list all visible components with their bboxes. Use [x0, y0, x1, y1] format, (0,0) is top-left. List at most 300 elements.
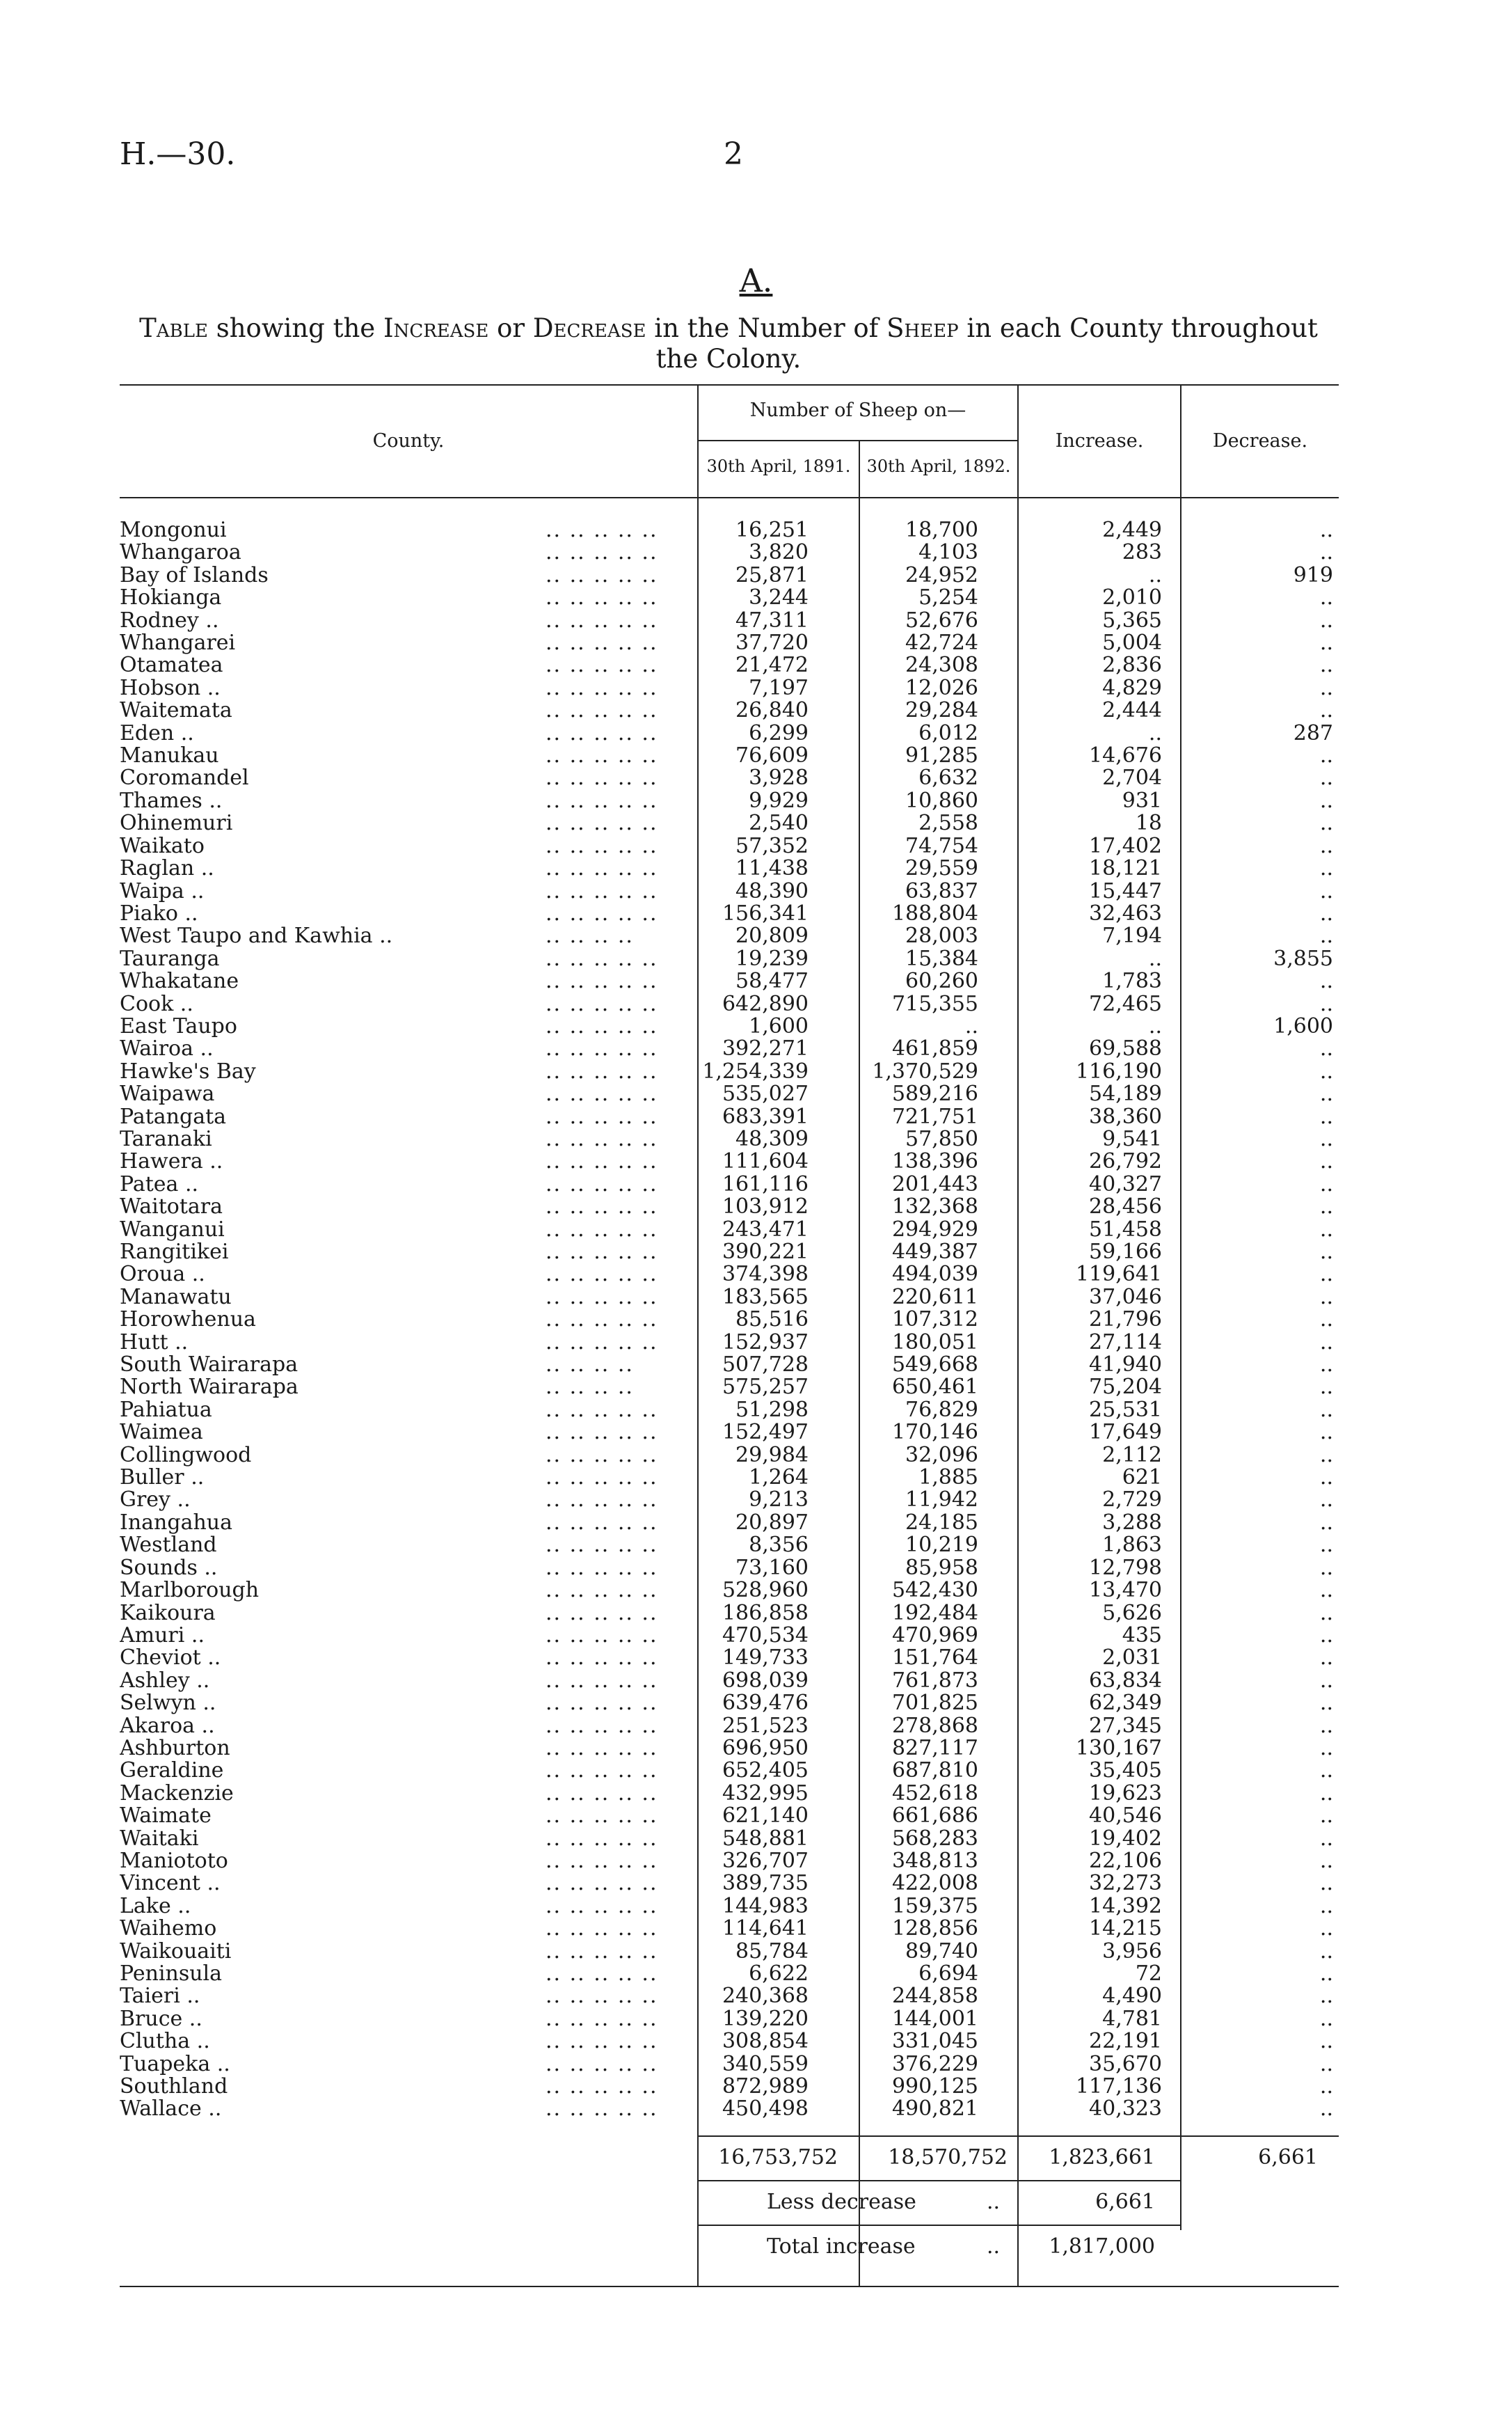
table-row [120, 1016, 1350, 1038]
county-name: Bruce .. [120, 2007, 202, 2031]
county-name: South Wairarapa [120, 1354, 299, 1377]
county-cell [120, 1918, 701, 1940]
sheep-1892-cell: 10,860 [905, 789, 978, 813]
increase-cell: 4,829 [1102, 677, 1162, 700]
table-row [120, 925, 1350, 947]
sheep-1891-cell: 114,641 [722, 1918, 809, 1941]
decrease-cell: .. [1319, 1940, 1333, 1963]
sheep-1892-cell: 549,668 [891, 1354, 978, 1377]
county-cell [120, 1534, 701, 1556]
county-cell [120, 1399, 701, 1421]
county-cell [120, 1444, 701, 1467]
leader-dots: .. .. .. .. .. [546, 1760, 658, 1783]
county-cell [120, 1467, 701, 1489]
sheep-1891-cell: 872,989 [722, 2076, 809, 2099]
leader-dots: .. .. .. .. .. [546, 1038, 658, 1061]
decrease-cell: .. [1319, 1918, 1333, 1941]
sheep-1892-cell: 60,260 [905, 970, 978, 993]
county-name: Waitemata [120, 700, 232, 722]
leader-dots: .. .. .. .. [546, 1354, 634, 1377]
sheep-1891-cell: 642,890 [722, 993, 809, 1016]
increase-cell: 22,191 [1089, 2030, 1162, 2053]
table-row [120, 880, 1350, 903]
county-name: Grey .. [120, 1489, 191, 1512]
sheep-1892-cell: 294,929 [891, 1218, 978, 1241]
decrease-cell: .. [1319, 632, 1333, 655]
sheep-1892-cell: 589,216 [891, 1083, 978, 1106]
title-text-or: or [497, 313, 525, 343]
table-row [120, 1106, 1350, 1128]
title-word-sheep: Sheep [886, 313, 959, 343]
sheep-1892-cell: 15,384 [905, 947, 978, 971]
county-name: Maniototo [120, 1849, 228, 1873]
leader-dots: .. .. .. .. .. [546, 609, 658, 633]
table-row [120, 1557, 1350, 1579]
county-name: Waipa .. [120, 880, 205, 903]
leader-dots: .. .. .. .. .. [546, 1895, 658, 1918]
leader-dots: .. .. .. .. .. [546, 767, 658, 790]
county-name: Waimea [120, 1421, 203, 1444]
increase-cell: 2,449 [1102, 519, 1162, 542]
leader-dots: .. .. .. .. .. [546, 1083, 658, 1106]
decrease-cell: .. [1319, 1489, 1333, 1512]
leader-dots: .. .. .. .. .. [546, 1579, 658, 1602]
increase-cell: 75,204 [1089, 1376, 1162, 1399]
increase-cell: 28,456 [1089, 1196, 1162, 1219]
increase-cell: 25,531 [1089, 1398, 1162, 1422]
sheep-1891-cell: 470,534 [722, 1624, 809, 1648]
col-header-increase: Increase. [1055, 430, 1144, 452]
col-header-1892: 30th April, 1892. [866, 457, 1011, 476]
county-name: Patea .. [120, 1173, 199, 1196]
county-name: Cheviot .. [120, 1647, 221, 1670]
leader-dots: .. .. .. .. .. [546, 789, 658, 813]
increase-cell: .. [1148, 1015, 1162, 1038]
decrease-cell: .. [1319, 835, 1333, 858]
table-row [120, 1647, 1350, 1669]
decrease-cell: .. [1319, 880, 1333, 903]
sheep-1891-cell: 58,477 [735, 970, 809, 993]
county-cell [120, 1872, 701, 1895]
sheep-1892-cell: 24,952 [905, 564, 978, 587]
county-name: Geraldine [120, 1760, 224, 1783]
leader-dots: .. .. .. .. .. [546, 722, 658, 745]
decrease-cell: 3,855 [1273, 947, 1333, 971]
leader-dots: .. .. .. .. .. [546, 542, 658, 564]
table-row [120, 1918, 1350, 1940]
sheep-1891-cell: 152,497 [722, 1421, 809, 1444]
county-name: Whangarei [120, 632, 236, 655]
leader-dots: .. .. .. .. .. [546, 1602, 658, 1625]
county-name: Mackenzie [120, 1782, 234, 1806]
county-name: Collingwood [120, 1444, 252, 1467]
county-name: Waihemo [120, 1918, 217, 1941]
decrease-cell: .. [1319, 1286, 1333, 1309]
increase-cell: .. [1148, 947, 1162, 971]
county-cell [120, 1805, 701, 1827]
sheep-1891-cell: 575,257 [722, 1376, 809, 1399]
decrease-cell: .. [1319, 812, 1333, 835]
county-cell [120, 948, 701, 970]
leader-dots: .. .. .. .. .. [546, 1556, 658, 1580]
table-row [120, 858, 1350, 880]
county-cell [120, 1151, 701, 1173]
sheep-1891-cell: 548,881 [722, 1827, 809, 1850]
leader-dots: .. .. .. .. .. [546, 1940, 658, 1963]
county-name: Sounds .. [120, 1556, 218, 1580]
sheep-1892-cell: 159,375 [891, 1895, 978, 1918]
sheep-1892-cell: 138,396 [891, 1151, 978, 1174]
increase-cell: 116,190 [1075, 1060, 1162, 1084]
title-word-decrease: Decrease [532, 313, 646, 343]
leader-dots: .. .. .. .. .. [546, 1849, 658, 1873]
leader-dots: .. .. .. .. .. [546, 1196, 658, 1219]
leader-dots: .. .. .. .. .. [546, 1827, 658, 1850]
county-cell [120, 790, 701, 812]
county-name: West Taupo and Kawhia .. [120, 925, 393, 948]
table-row [120, 1151, 1350, 1173]
table-row [120, 1196, 1350, 1218]
leader-dots: .. .. .. .. .. [546, 632, 658, 655]
sheep-1892-cell: 201,443 [891, 1173, 978, 1196]
decrease-cell: .. [1319, 1692, 1333, 1715]
sheep-1892-cell: 220,611 [891, 1286, 978, 1309]
col-header-number-of-sheep: Number of Sheep on— [749, 400, 966, 421]
county-cell [120, 1941, 701, 1963]
county-name: Wairoa .. [120, 1038, 214, 1061]
county-cell [120, 1737, 701, 1760]
table-row [120, 835, 1350, 858]
table-row [120, 1737, 1350, 1760]
sheep-1892-cell: 57,850 [905, 1128, 978, 1151]
sheep-1891-cell: 152,937 [722, 1331, 809, 1354]
leader-dots: .. .. .. .. .. [546, 1286, 658, 1309]
leader-dots: .. .. .. .. .. [546, 2053, 658, 2076]
sheep-1892-cell: 376,229 [891, 2053, 978, 2076]
increase-cell: 14,676 [1089, 745, 1162, 768]
sheep-1891-cell: 6,622 [749, 1963, 809, 1986]
county-name: Wanganui [120, 1218, 225, 1241]
decrease-cell: 1,600 [1273, 1015, 1333, 1038]
sheep-1892-cell: 144,001 [891, 2007, 978, 2031]
county-cell [120, 1128, 701, 1151]
table-row [120, 1963, 1350, 1985]
sheep-1892-cell: 91,285 [905, 745, 978, 768]
increase-cell: 117,136 [1075, 2076, 1162, 2099]
total-increase-label: Total increase [767, 2234, 916, 2259]
table-row [120, 700, 1350, 722]
county-name: Piako .. [120, 902, 198, 926]
sheep-1891-cell: 696,950 [722, 1737, 809, 1760]
leader-dots: .. .. .. .. .. [546, 564, 658, 587]
decrease-cell: .. [1319, 1849, 1333, 1873]
county-cell [120, 587, 701, 609]
totals-rule [697, 2135, 1339, 2137]
table-row [120, 1421, 1350, 1444]
county-cell [120, 610, 701, 632]
decrease-cell: .. [1319, 1105, 1333, 1128]
increase-cell: 26,792 [1089, 1151, 1162, 1174]
summary-rule-2 [697, 2225, 1180, 2226]
table-row [120, 1715, 1350, 1737]
table-row [120, 1467, 1350, 1489]
increase-cell: 62,349 [1089, 1692, 1162, 1715]
sheep-1892-cell: 490,821 [891, 2098, 978, 2121]
sheep-1892-cell: 188,804 [891, 902, 978, 926]
sheep-1891-cell: 186,858 [722, 1602, 809, 1625]
county-name: Marlborough [120, 1579, 260, 1602]
increase-cell: 621 [1122, 1467, 1162, 1490]
decrease-cell: .. [1319, 902, 1333, 926]
county-cell [120, 1219, 701, 1241]
county-cell [120, 1692, 701, 1714]
increase-cell: 5,004 [1102, 632, 1162, 655]
county-cell [120, 767, 701, 789]
table-row [120, 1286, 1350, 1309]
county-cell [120, 812, 701, 835]
county-cell [120, 1241, 701, 1263]
sheep-1892-cell: 715,355 [891, 993, 978, 1016]
decrease-cell: .. [1319, 2098, 1333, 2121]
county-name: East Taupo [120, 1015, 237, 1038]
leader-dots: .. .. .. .. .. [546, 2007, 658, 2031]
increase-cell: 35,405 [1089, 1760, 1162, 1783]
leader-dots: .. .. .. .. .. [546, 1737, 658, 1760]
increase-cell: 40,323 [1089, 2098, 1162, 2121]
leader-dots: .. .. .. .. .. [546, 1467, 658, 1490]
increase-cell: 38,360 [1089, 1105, 1162, 1128]
leader-dots: .. .. .. .. .. [546, 993, 658, 1016]
decrease-cell: .. [1319, 1534, 1333, 1557]
decrease-cell: .. [1319, 2053, 1333, 2076]
sheep-1891-cell: 3,244 [749, 587, 809, 610]
leader-dots: .. .. .. .. .. [546, 812, 658, 835]
increase-cell: 119,641 [1075, 1263, 1162, 1286]
county-name: Rodney .. [120, 609, 219, 633]
table-row [120, 948, 1350, 970]
increase-cell: 1,863 [1102, 1534, 1162, 1557]
county-name: Vincent .. [120, 1872, 221, 1895]
table-row [120, 1399, 1350, 1421]
decrease-cell: .. [1319, 745, 1333, 768]
decrease-cell: .. [1319, 1579, 1333, 1602]
county-cell [120, 1760, 701, 1782]
leader-dots: .. .. .. .. .. [546, 1128, 658, 1151]
county-cell [120, 542, 701, 564]
county-name: Thames .. [120, 789, 223, 813]
table-row [120, 903, 1350, 925]
increase-cell: 69,588 [1089, 1038, 1162, 1061]
sheep-1891-cell: 326,707 [722, 1849, 809, 1873]
sheep-1892-cell: 721,751 [891, 1105, 978, 1128]
county-name: Otamatea [120, 654, 223, 677]
summary-rule-1 [697, 2180, 1180, 2181]
sheep-1892-cell: 192,484 [891, 1602, 978, 1625]
sheep-1892-cell: 827,117 [891, 1737, 978, 1760]
county-name: Waikato [120, 835, 205, 858]
table-row [120, 1128, 1350, 1151]
table-row [120, 1872, 1350, 1895]
decrease-cell: .. [1319, 1173, 1333, 1196]
county-cell [120, 1016, 701, 1038]
table-row [120, 2098, 1350, 2120]
sheep-1892-cell: 170,146 [891, 1421, 978, 1444]
decrease-cell: .. [1319, 519, 1333, 542]
leader-dots: .. .. .. .. .. [546, 1963, 658, 1986]
sheep-1892-cell: 24,185 [905, 1511, 978, 1535]
county-name: Kaikoura [120, 1602, 216, 1625]
table-row [120, 2076, 1350, 2098]
sheep-1892-cell: 2,558 [918, 812, 978, 835]
sheep-1892-cell: 29,559 [905, 858, 978, 880]
sheep-1891-cell: 20,809 [735, 925, 809, 948]
increase-cell: 12,798 [1089, 1556, 1162, 1580]
leader-dots: .. .. .. .. .. [546, 1398, 658, 1422]
table-row [120, 587, 1350, 609]
county-cell [120, 835, 701, 858]
county-name: Amuri .. [120, 1624, 205, 1648]
less-decrease-label: Less decrease [767, 2190, 916, 2214]
county-cell [120, 677, 701, 700]
sheep-1891-cell: 26,840 [735, 700, 809, 722]
county-cell [120, 2053, 701, 2076]
county-cell [120, 1512, 701, 1534]
increase-cell: 41,940 [1089, 1354, 1162, 1377]
leader-dots: .. .. .. .. .. [546, 1105, 658, 1128]
increase-cell: 15,447 [1089, 880, 1162, 903]
sheep-1891-cell: 25,871 [735, 564, 809, 587]
decrease-cell: .. [1319, 1241, 1333, 1264]
county-name: Manukau [120, 745, 219, 768]
table-row [120, 1061, 1350, 1083]
table-row [120, 2053, 1350, 2076]
table-row [120, 1489, 1350, 1511]
sheep-1892-cell: 151,764 [891, 1647, 978, 1670]
table-row [120, 1083, 1350, 1105]
total-increase-dots: .. [987, 2234, 1001, 2259]
table-row [120, 722, 1350, 745]
decrease-cell: .. [1319, 1556, 1333, 1580]
leader-dots: .. .. .. .. .. [546, 1872, 658, 1895]
leader-dots: .. .. .. .. .. [546, 1534, 658, 1557]
leader-dots: .. .. .. .. .. [546, 1782, 658, 1806]
sheep-1891-cell: 16,251 [735, 519, 809, 542]
sheep-1891-cell: 73,160 [735, 1556, 809, 1580]
county-cell [120, 1376, 701, 1398]
sheep-1891-cell: 1,264 [749, 1467, 809, 1490]
sheep-1891-cell: 3,820 [749, 542, 809, 564]
decrease-cell: .. [1319, 1038, 1333, 1061]
sheep-1892-cell: 990,125 [891, 2076, 978, 2099]
table-row [120, 654, 1350, 677]
sheep-1891-cell: 29,984 [735, 1444, 809, 1467]
sheep-1892-cell: 449,387 [891, 1241, 978, 1264]
table-row [120, 519, 1350, 542]
county-name: Bay of Islands [120, 564, 269, 587]
decrease-cell: 287 [1293, 722, 1333, 745]
county-cell [120, 1332, 701, 1354]
county-cell [120, 2098, 701, 2120]
increase-cell: 63,834 [1089, 1669, 1162, 1693]
sheep-1891-cell: 390,221 [722, 1241, 809, 1264]
county-name: Selwyn .. [120, 1692, 216, 1715]
county-name: Buller .. [120, 1467, 205, 1490]
table-row [120, 1376, 1350, 1398]
increase-cell: 21,796 [1089, 1309, 1162, 1332]
county-cell [120, 993, 701, 1016]
decrease-cell: .. [1319, 858, 1333, 880]
county-name: Southland [120, 2076, 228, 2099]
total-decrease: 6,661 [1258, 2145, 1318, 2170]
county-name: Westland [120, 1534, 217, 1557]
table-row [120, 1241, 1350, 1263]
sheep-1892-cell: 661,686 [891, 1805, 978, 1828]
increase-cell: 27,114 [1089, 1331, 1162, 1354]
increase-cell: 5,365 [1102, 609, 1162, 633]
sheep-1891-cell: 3,928 [749, 767, 809, 790]
leader-dots: .. .. .. .. .. [546, 835, 658, 858]
county-cell [120, 1828, 701, 1850]
sheep-1891-cell: 37,720 [735, 632, 809, 655]
decrease-cell: .. [1319, 1263, 1333, 1286]
county-cell [120, 1850, 701, 1872]
decrease-cell: .. [1319, 609, 1333, 633]
county-name: Lake .. [120, 1895, 191, 1918]
sheep-1892-cell: 29,284 [905, 700, 978, 722]
county-name: Peninsula [120, 1963, 223, 1986]
decrease-cell: .. [1319, 700, 1333, 722]
sheep-1892-cell: 687,810 [891, 1760, 978, 1783]
increase-cell: 18 [1135, 812, 1162, 835]
county-cell [120, 2076, 701, 2098]
sheep-1891-cell: 57,352 [735, 835, 809, 858]
leader-dots: .. .. .. .. .. [546, 1985, 658, 2008]
county-cell [120, 1263, 701, 1286]
table-row [120, 1805, 1350, 1827]
county-name: Hutt .. [120, 1331, 189, 1354]
sheep-1891-cell: 161,116 [722, 1173, 809, 1196]
decrease-cell: .. [1319, 1963, 1333, 1986]
table-row [120, 1625, 1350, 1647]
leader-dots: .. .. .. .. .. [546, 1173, 658, 1196]
sheep-1891-cell: 389,735 [722, 1872, 809, 1895]
sheep-1891-cell: 156,341 [722, 902, 809, 926]
county-name: Ashley .. [120, 1669, 210, 1693]
county-cell [120, 1602, 701, 1625]
sheep-1892-cell: 180,051 [891, 1331, 978, 1354]
increase-cell: 27,345 [1089, 1714, 1162, 1737]
less-decrease-dots: .. [987, 2190, 1001, 2214]
title-word-increase: Increase [383, 313, 489, 343]
decrease-cell: .. [1319, 1376, 1333, 1399]
county-name: Taranaki [120, 1128, 212, 1151]
leader-dots: .. .. .. .. .. [546, 1692, 658, 1715]
county-name: Mongonui [120, 519, 227, 542]
decrease-cell: .. [1319, 1669, 1333, 1693]
page-number: 2 [724, 136, 743, 172]
table-row [120, 745, 1350, 767]
table-row [120, 542, 1350, 564]
county-cell [120, 632, 701, 654]
increase-cell: 2,031 [1102, 1647, 1162, 1670]
county-name: Inangahua [120, 1511, 232, 1535]
county-cell [120, 519, 701, 542]
sheep-1891-cell: 111,604 [722, 1151, 809, 1174]
decrease-cell: .. [1319, 789, 1333, 813]
sheep-1891-cell: 76,609 [735, 745, 809, 768]
sheep-1892-cell: 461,859 [891, 1038, 978, 1061]
leader-dots: .. .. .. .. [546, 925, 634, 948]
